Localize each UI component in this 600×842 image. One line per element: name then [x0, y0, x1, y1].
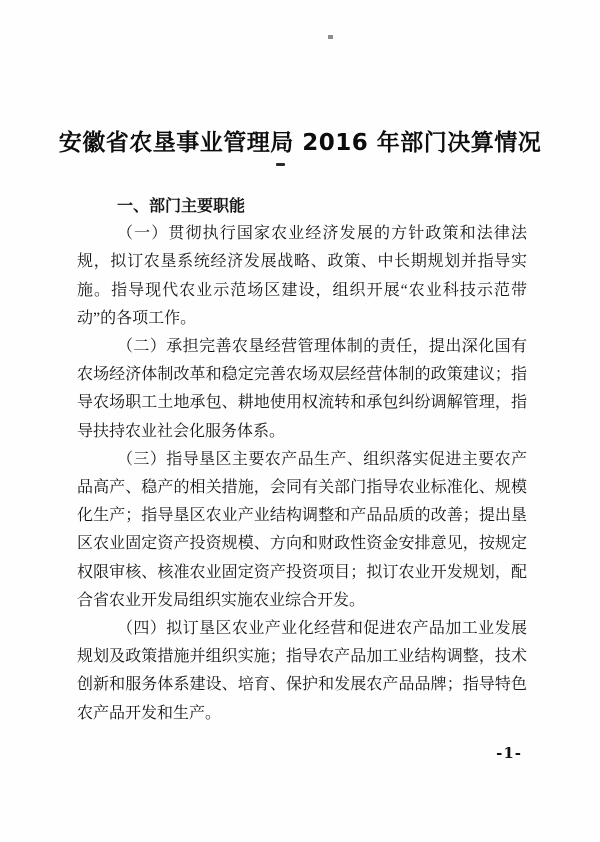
- document-body: [77, 192, 527, 728]
- paragraph-duty-4: （四）拟订垦区农业产业化经营和促进农产品加工业发展规划及政策措施并组织实施；指导农产品加工业结构调整，技术创新和服务体系建设、培育、保护和发展农产品品牌；指导特色农产品开发和生产。: [77, 620, 527, 722]
- paragraph-duty-2: （二）承担完善农垦经营管理体制的责任，提出深化国有农场经济体制改革和稳定完善农场双层经营体制的政策建议；指导农场职工土地承包、耕地使用权流转和承包纠纷调解管理，指导扶持农业社会化服务体系。: [77, 338, 527, 440]
- document-title: 安徽省农垦事业管理局 2016 年部门决算情况: [58, 130, 542, 156]
- scan-artifact-speck: [328, 35, 333, 39]
- page-number: -1-: [496, 744, 522, 762]
- paragraph-duty-3: （三）指导垦区主要农产品生产、组织落实促进主要农产品高产、稳产的相关措施，会同有关部门指导农业标准化、规模化生产；指导垦区农业产业结构调整和产品品质的改善；提出垦区农业固定资产投资规模、方向和财政性资金安排意见，按规定权限审核、核准农业固定资产投资项目；拟订农业开发规划，配合省农业开发局组织实施农业综合开发。: [77, 450, 527, 609]
- section-heading-main-duties: 一、部门主要职能: [117, 196, 246, 215]
- paragraph-duty-1: （一）贯彻执行国家农业经济发展的方针政策和法律法规，拟订农垦系统经济发展战略、政策、中长期规划并指导实施。指导现代农业示范场区建设，组织开展“农业科技示范带动”的各项工作。: [77, 225, 527, 327]
- title-underline-dash: [276, 163, 285, 166]
